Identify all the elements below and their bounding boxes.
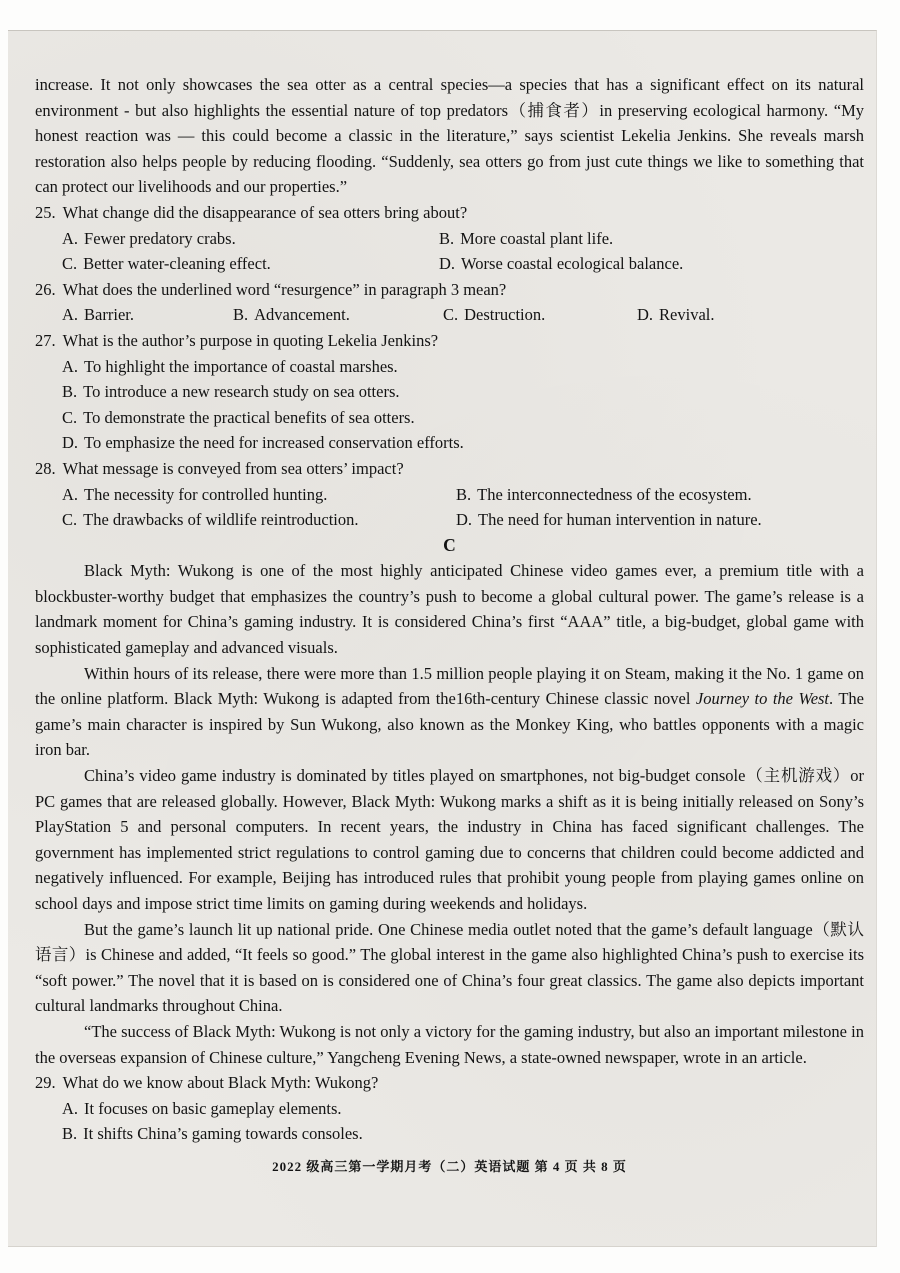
question-25-option-b: B. More coastal plant life. <box>439 228 614 248</box>
question-25-option-d: D. Worse coastal ecological balance. <box>439 254 684 274</box>
question-29-option-b: B. It shifts China’s gaming towards consoles. <box>62 1124 363 1144</box>
question-26-option-c: C. Destruction. <box>443 305 546 325</box>
question-26-stem <box>35 277 864 303</box>
question-27 <box>35 328 864 456</box>
question-25-option-a: A. Fewer predatory crabs. <box>62 228 236 248</box>
question-27-option-d: D. To emphasize the need for increased conservation efforts. <box>62 433 464 453</box>
question-28-option-b: B. The interconnectedness of the ecosystem. <box>456 484 752 504</box>
paragraph-2-text: Within hours of its release, there were more than 1.5 million people playing it on Steam, making it the No. 1 game on the online platform. Black Myth: Wukong is adapted from the16th-century Chinese classic novel <box>35 663 864 709</box>
section-c-heading: C <box>443 534 456 555</box>
section-c-paragraph-4: But the game’s launch lit up national pride. One Chinese media outlet noted that the game’s default language（默认语言）is Chinese and added, “It feels so good.” The global interest in the game also highlighted China’s push to exercise its “soft power.” The novel that it is based on is considered one of China’s four great classics. The game also depicts important cultural landmarks throughout China. <box>35 919 864 1016</box>
book-title-italic: Journey to the West <box>695 689 830 709</box>
question-28-option-d: D. The need for human intervention in nature. <box>456 510 762 530</box>
question-25-stem <box>35 200 864 226</box>
question-27-stem <box>35 328 864 354</box>
question-26-text: What does the underlined word “resurgence” in paragraph 3 mean? <box>62 279 507 299</box>
question-26-option-d: D. Revival. <box>637 305 715 325</box>
question-27-option-c: C. To demonstrate the practical benefits of sea otters. <box>62 407 415 427</box>
question-27-option-b: B. To introduce a new research study on sea otters. <box>62 382 400 402</box>
section-c-paragraph-5: “The success of Black Myth: Wukong is not only a victory for the gaming industry, but also an important milestone in the overseas expansion of Chinese culture,” Yangcheng Evening News, a state-owned newspaper, wrote in an article. <box>35 1021 864 1067</box>
question-29-options <box>62 1096 864 1147</box>
question-29-stem <box>35 1070 864 1096</box>
question-26-option-b: B. Advancement. <box>233 305 350 325</box>
question-29 <box>35 1070 864 1147</box>
passage-b-final-paragraph: increase. It not only showcases the sea otter as a central species—a species that has a significant effect on its natural environment - but also highlights the essential nature of top predators（捕食者）in preserving ecological harmony. “My honest reaction was — this could become a classic in the literature,” says scientist Lekelia Jenkins. She reveals marsh restoration also helps people by reducing flooding. “Suddenly, sea otters go from just cute things we like to something that can protect our livelihoods and our properties.” <box>35 75 864 197</box>
section-c-paragraph-2 <box>35 661 864 763</box>
question-29-number: 29. <box>35 1073 56 1093</box>
question-29-text: What do we know about Black Myth: Wukong? <box>62 1073 379 1093</box>
question-25 <box>35 200 864 277</box>
question-26-options <box>62 302 864 328</box>
question-27-option-a: A. To highlight the importance of coastal marshes. <box>62 356 398 376</box>
question-28 <box>35 456 864 533</box>
question-28-option-a: A. The necessity for controlled hunting. <box>62 484 328 504</box>
question-28-number: 28. <box>35 458 56 478</box>
question-27-text: What is the author’s purpose in quoting Lekelia Jenkins? <box>62 330 439 350</box>
paragraph-2-text-cont: . The game’s main character is inspired by Sun Wukong, also known as the Monkey King, who battles opponents with a magic iron bar. <box>35 689 864 760</box>
question-26-option-a: A. Barrier. <box>62 305 134 325</box>
question-26 <box>35 277 864 328</box>
question-25-options <box>62 226 864 277</box>
section-c-paragraph-1: Black Myth: Wukong is one of the most highly anticipated Chinese video games ever, a premium title with a blockbuster-worthy budget that emphasizes the country’s push to become a global cultural power. The game’s release is a landmark moment for China’s gaming industry. It is considered China’s first “AAA” title, a big-budget, global game with sophisticated gameplay and advanced visuals. <box>35 561 864 658</box>
question-28-options <box>62 482 864 533</box>
question-28-option-c: C. The drawbacks of wildlife reintroduction. <box>62 510 359 530</box>
question-27-options <box>62 354 864 456</box>
page-footer: 2022 级高三第一学期月考（二）英语试题 第 4 页 共 8 页 <box>272 1158 627 1174</box>
question-26-number: 26. <box>35 279 56 299</box>
question-25-number: 25. <box>35 202 56 222</box>
question-29-option-a: A. It focuses on basic gameplay elements. <box>62 1098 342 1118</box>
question-28-text: What message is conveyed from sea otters’ impact? <box>62 458 404 478</box>
exam-paper <box>8 30 877 1247</box>
question-28-stem <box>35 456 864 482</box>
section-c-paragraph-3: China’s video game industry is dominated by titles played on smartphones, not big-budget console（主机游戏）or PC games that are released globally. However, Black Myth: Wukong marks a shift as it is being initially released on Sony’s PlayStation 5 and personal computers. In recent years, the industry in China has faced significant challenges. The government has implemented strict regulations to control gaming due to concerns that children could become addicted and negatively influenced. For example, Beijing has introduced rules that prohibit young people from playing games online on school days and impose strict time limits on gaming during weekends and holidays. <box>35 766 864 913</box>
question-25-text: What change did the disappearance of sea otters bring about? <box>62 202 468 222</box>
question-25-option-c: C. Better water-cleaning effect. <box>62 254 271 274</box>
question-27-number: 27. <box>35 330 56 350</box>
